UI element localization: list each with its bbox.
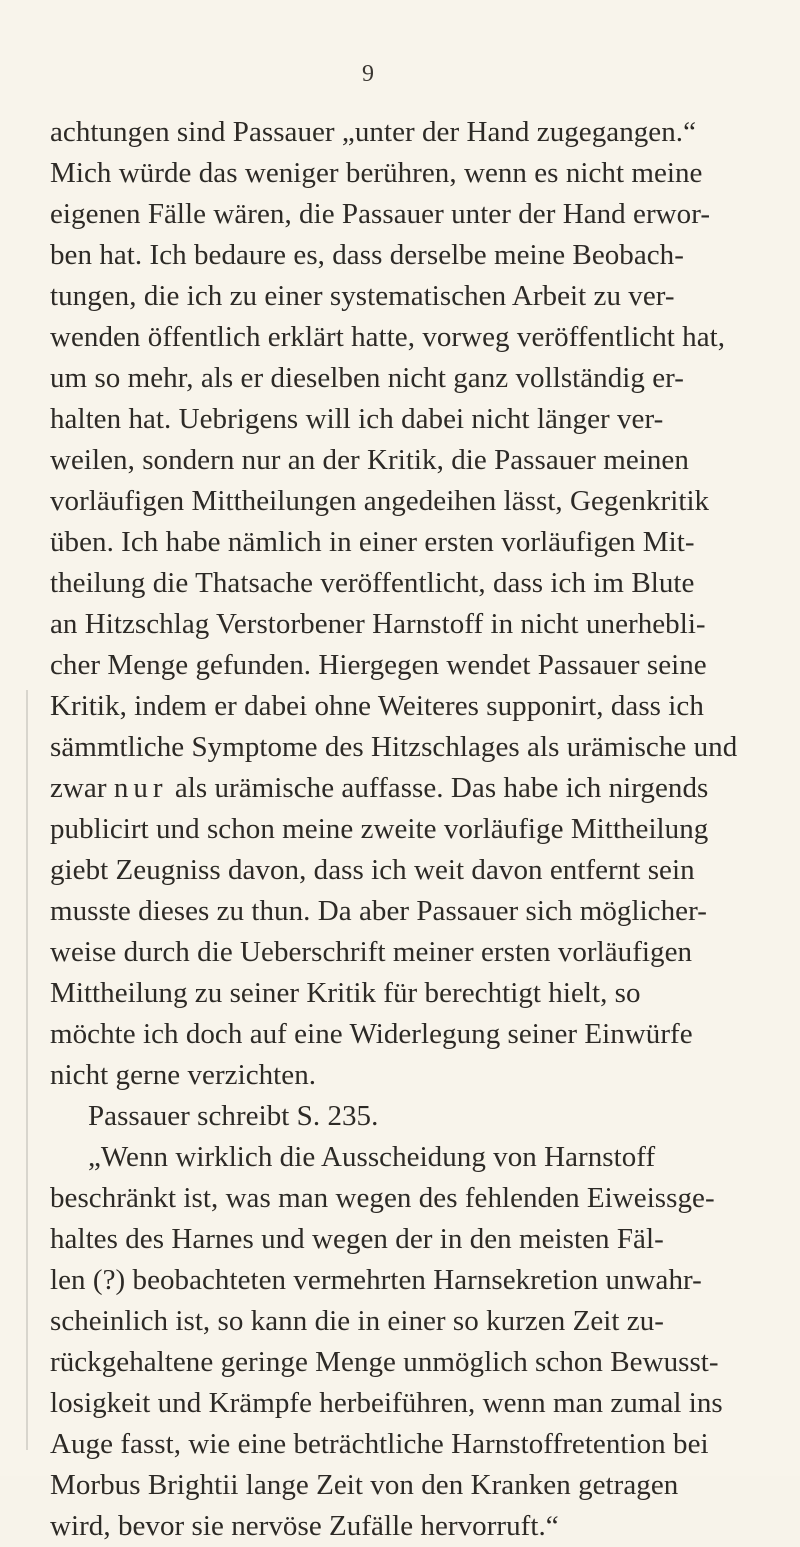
quote-intro: Passauer schreibt S. 235. <box>88 1100 379 1132</box>
text-line-2: Mich würde das weniger berühren, wenn es nicht meine <box>50 157 703 189</box>
quote-line-5: scheinlich ist, so kann die in einer so kurzen Zeit zu- <box>50 1305 664 1337</box>
text-line-4: ben hat. Ich bedaure es, dass derselbe meine Beobach- <box>50 239 684 271</box>
text-line-20: musste dieses zu thun. Da aber Passauer sich möglicher- <box>50 895 707 927</box>
text-line-17-start: zwar <box>50 772 107 804</box>
body-text <box>50 112 780 1547</box>
quote-line-2: beschränkt ist, was man wegen des fehlenden Eiweissge- <box>50 1182 715 1214</box>
text-line-9: weilen, sondern nur an der Kritik, die Passauer meinen <box>50 444 689 476</box>
text-line-11: üben. Ich habe nämlich in einer ersten vorläufigen Mit- <box>50 526 695 558</box>
quote-line-9: Morbus Brightii lange Zeit von den Kranken getragen <box>50 1469 679 1501</box>
text-line-18: publicirt und schon meine zweite vorläufige Mittheilung <box>50 813 709 845</box>
emphasized-word: nur <box>113 772 168 804</box>
text-line-23: möchte ich doch auf eine Widerlegung seiner Einwürfe <box>50 1018 693 1050</box>
text-line-24: nicht gerne verzichten. <box>50 1059 317 1091</box>
text-line-8: halten hat. Uebrigens will ich dabei nicht länger ver- <box>50 403 664 435</box>
text-line-17-end: als urämische auffasse. Das habe ich nirgends <box>174 772 709 804</box>
quote-line-3: haltes des Harnes und wegen der in den meisten Fäl- <box>50 1223 664 1255</box>
text-line-21: weise durch die Ueberschrift meiner ersten vorläufigen <box>50 936 693 968</box>
quote-line-6: rückgehaltene geringe Menge unmöglich schon Bewusst- <box>50 1346 719 1378</box>
text-line-17 <box>50 768 780 809</box>
text-line-15: Kritik, indem er dabei ohne Weiteres supponirt, dass ich <box>50 690 704 722</box>
text-line-3: eigenen Fälle wären, die Passauer unter der Hand erwor- <box>50 198 711 230</box>
left-edge-shadow <box>26 690 28 1450</box>
page-number: 9 <box>362 61 374 87</box>
text-line-6: wenden öffentlich erklärt hatte, vorweg veröffentlicht hat, <box>50 321 726 353</box>
text-line-16: sämmtliche Symptome des Hitzschlages als urämische und <box>50 731 738 763</box>
quote-line-10: wird, bevor sie nervöse Zufälle hervorruft.“ <box>50 1510 559 1542</box>
text-line-14: cher Menge gefunden. Hiergegen wendet Passauer seine <box>50 649 707 681</box>
text-line-19: giebt Zeugniss davon, dass ich weit davon entfernt sein <box>50 854 695 886</box>
text-line-5: tungen, die ich zu einer systematischen Arbeit zu ver- <box>50 280 675 312</box>
text-line-1: achtungen sind Passauer „unter der Hand zugegangen.“ <box>50 116 696 148</box>
text-line-12: theilung die Thatsache veröffentlicht, dass ich im Blute <box>50 567 695 599</box>
quote-line-1: „Wenn wirklich die Ausscheidung von Harnstoff <box>88 1141 656 1173</box>
quote-line-7: losigkeit und Krämpfe herbeiführen, wenn man zumal ins <box>50 1387 723 1419</box>
text-line-13: an Hitzschlag Verstorbener Harnstoff in nicht unerhebli- <box>50 608 706 640</box>
text-line-22: Mittheilung zu seiner Kritik für berechtigt hielt, so <box>50 977 641 1009</box>
text-line-7: um so mehr, als er dieselben nicht ganz vollständig er- <box>50 362 684 394</box>
quote-line-4: len (?) beobachteten vermehrten Harnsekretion unwahr- <box>50 1264 702 1296</box>
quote-line-8: Auge fasst, wie eine beträchtliche Harnstoffretention bei <box>50 1428 709 1460</box>
text-line-10: vorläufigen Mittheilungen angedeihen lässt, Gegenkritik <box>50 485 710 517</box>
